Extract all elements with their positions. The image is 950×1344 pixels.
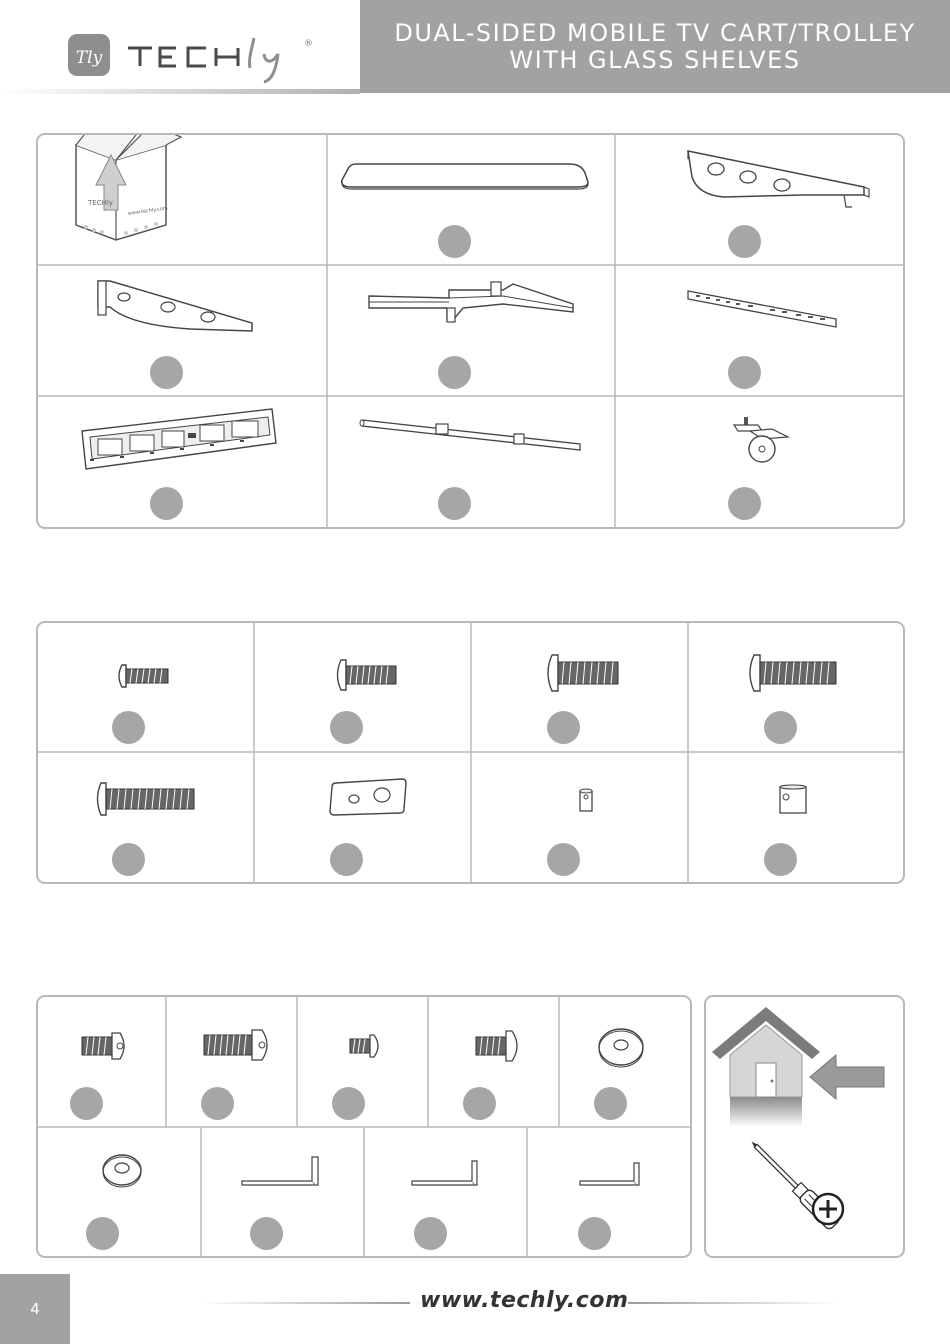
- bolt-small-illustration: [116, 661, 176, 691]
- allen-key-medium-illustration: [408, 1159, 484, 1193]
- support-bar-illustration: [686, 287, 846, 332]
- fastener-badge-7: [250, 1217, 283, 1250]
- page-number: 4: [0, 1274, 70, 1344]
- part-badge-7: [150, 487, 183, 520]
- hardware-panel: [36, 621, 905, 884]
- parts-panel: [36, 133, 905, 529]
- caster-wheel-illustration: [732, 415, 792, 470]
- hardware-badge-7: [547, 843, 580, 876]
- hardware-badge-2: [330, 711, 363, 744]
- base-frame-illustration: [363, 280, 583, 330]
- spacer-tall-illustration: [776, 783, 810, 817]
- part-badge-6: [728, 356, 761, 389]
- wall-plate-illustration: [80, 407, 280, 471]
- box-brand-text: TECHly: [88, 199, 113, 207]
- spacer-short-illustration: [576, 787, 596, 815]
- footer-rule-left: [200, 1302, 410, 1304]
- shelf-bracket-right-illustration: [684, 147, 874, 212]
- bolt-medium-illustration: [334, 657, 404, 693]
- house-icon: [712, 1007, 902, 1129]
- screw-medium-illustration: [474, 1029, 524, 1063]
- fastener-badge-6: [86, 1217, 119, 1250]
- part-badge-9: [728, 487, 761, 520]
- screwdriver-icon: [746, 1129, 856, 1239]
- techly-logo: [68, 30, 328, 90]
- fastener-badge-5: [594, 1087, 627, 1120]
- page-title-line2: WITH GLASS SHELVES: [509, 45, 801, 74]
- allen-key-large-illustration: [238, 1155, 324, 1193]
- bolt-large-illustration: [544, 653, 624, 693]
- hex-bolt-long-illustration: [202, 1027, 274, 1063]
- glass-shelf-illustration: [338, 160, 588, 200]
- fasteners-panel: [36, 995, 692, 1258]
- box-url-text: www.techly.com: [127, 205, 169, 217]
- header-logo-area: [0, 0, 360, 93]
- footer-url[interactable]: www.techly.com: [420, 1288, 629, 1313]
- spacer-plate-illustration: [328, 777, 408, 817]
- fastener-badge-4: [463, 1087, 496, 1120]
- part-badge-5: [438, 356, 471, 389]
- logo-icon-text: Tly: [75, 48, 103, 68]
- hardware-badge-6: [330, 843, 363, 876]
- washer-small-illustration: [100, 1152, 144, 1190]
- hardware-badge-5: [112, 843, 145, 876]
- bolt-long-illustration: [94, 781, 198, 817]
- part-badge-3: [728, 225, 761, 258]
- footer-rule-right: [628, 1302, 838, 1304]
- fastener-badge-2: [201, 1087, 234, 1120]
- fastener-badge-9: [578, 1217, 611, 1250]
- box-contents-illustration: [66, 133, 186, 265]
- part-badge-2: [438, 225, 471, 258]
- hardware-badge-4: [764, 711, 797, 744]
- bolt-xlarge-illustration: [746, 653, 842, 693]
- fastener-badge-1: [70, 1087, 103, 1120]
- part-badge-8: [438, 487, 471, 520]
- hardware-badge-3: [547, 711, 580, 744]
- allen-key-small-illustration: [576, 1159, 646, 1193]
- hardware-badge-8: [764, 843, 797, 876]
- washer-large-illustration: [596, 1025, 646, 1069]
- fastener-badge-8: [414, 1217, 447, 1250]
- fastener-badge-3: [332, 1087, 365, 1120]
- shelf-bracket-left-illustration: [90, 277, 260, 342]
- part-badge-4: [150, 356, 183, 389]
- screw-small-illustration: [348, 1033, 384, 1059]
- column-pole-illustration: [358, 412, 588, 452]
- tools-panel: [704, 995, 905, 1258]
- hardware-badge-1: [112, 711, 145, 744]
- header-divider: [0, 89, 360, 94]
- registered-mark: ®: [304, 39, 313, 49]
- page-title-line1: DUAL-SIDED MOBILE TV CART/TROLLEY: [394, 18, 916, 47]
- title-bar: [360, 0, 950, 93]
- hex-bolt-short-illustration: [80, 1029, 130, 1063]
